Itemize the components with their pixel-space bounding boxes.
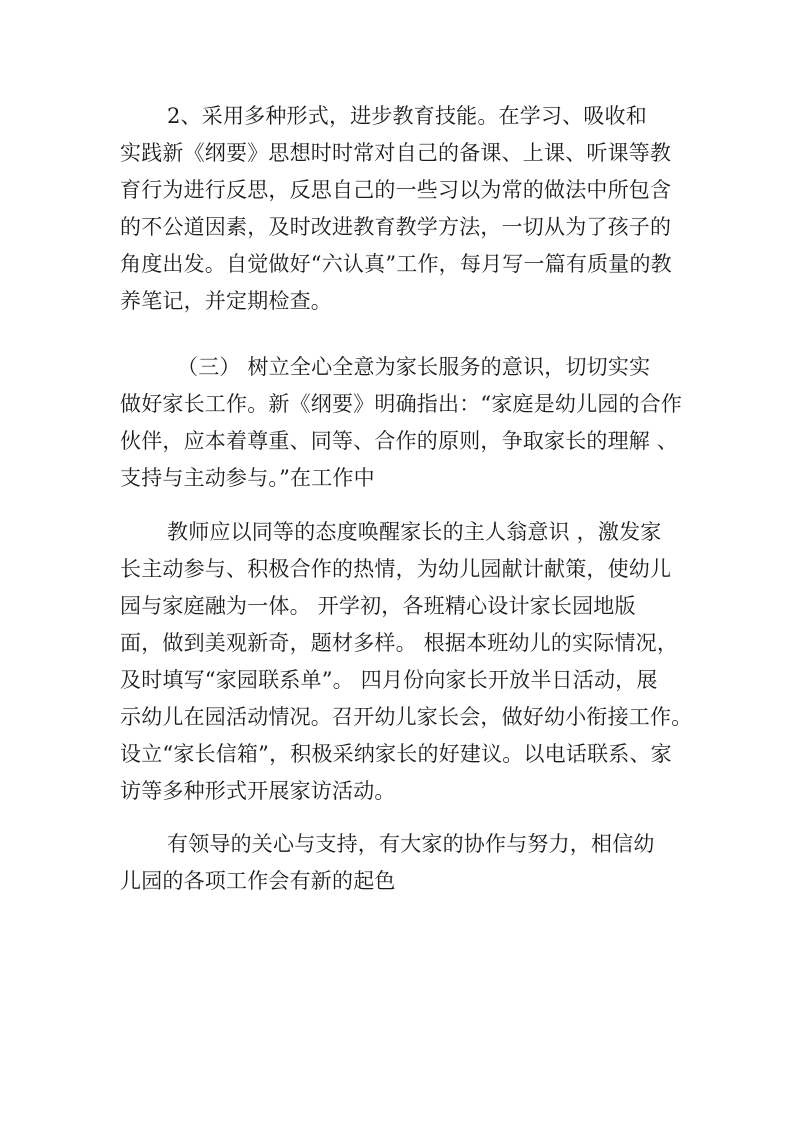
paragraph-line: 设立“家长信箱”，积极采纳家长的好建议。以电话联系、家 (120, 742, 672, 766)
paragraph-line: 支持与主动参与。”在工作中 (120, 466, 375, 490)
paragraph-line: 育行为进行反思，反思自己的一些习以为常的做法中所包含 (120, 178, 672, 202)
paragraph-line: 长主动参与、积极合作的热情，为幼儿园献计献策，使幼儿 (120, 557, 672, 581)
paragraph-line: 伙伴，应本着尊重、同等、合作的原则，争取家长的理解 、 (120, 429, 679, 453)
paragraph-line: 面，做到美观新奇，题材多样。 根据本班幼儿的实际情况， (120, 631, 679, 655)
paragraph-line: 的不公道因素，及时改进教育教学方法，一切从为了孩子的 (120, 215, 672, 239)
paragraph-line: 养笔记，并定期检查。 (120, 289, 332, 313)
paragraph-line: 2、采用多种形式，进步教育技能。在学习、吸收和 (167, 104, 647, 128)
paragraph-line: 园与家庭融为一体。 开学初，各班精心设计家长园地版 (120, 594, 636, 618)
paragraph-line: 角度出发。自觉做好“六认真”工作，每月写一篇有质量的教 (120, 252, 672, 276)
paragraph-line: 儿园的各项工作会有新的起色 (120, 869, 396, 893)
paragraph-line: 访等多种形式开展家访活动。 (120, 779, 396, 803)
paragraph-line: 有领导的关心与支持，有大家的协作与努力，相信幼 (167, 832, 655, 856)
paragraph-line: 做好家长工作。新《纲要》明确指出：“家庭是幼儿园的合作 (120, 392, 683, 416)
paragraph-line: 及时填写“家园联系单”。 四月份向家长开放半日活动，展 (120, 668, 658, 692)
paragraph-line: 实践新《纲要》思想时时常对自己的备课、上课、听课等教 (120, 141, 672, 165)
paragraph-line: 教师应以同等的态度唤醒家长的主人翁意识 ，激发家 (167, 520, 662, 544)
paragraph-line: 示幼儿在园活动情况。召开幼儿家长会，做好幼小衔接工作。 (120, 705, 693, 729)
section-heading-line: （三） 树立全心全意为家长服务的意识，切切实实 (177, 355, 651, 379)
